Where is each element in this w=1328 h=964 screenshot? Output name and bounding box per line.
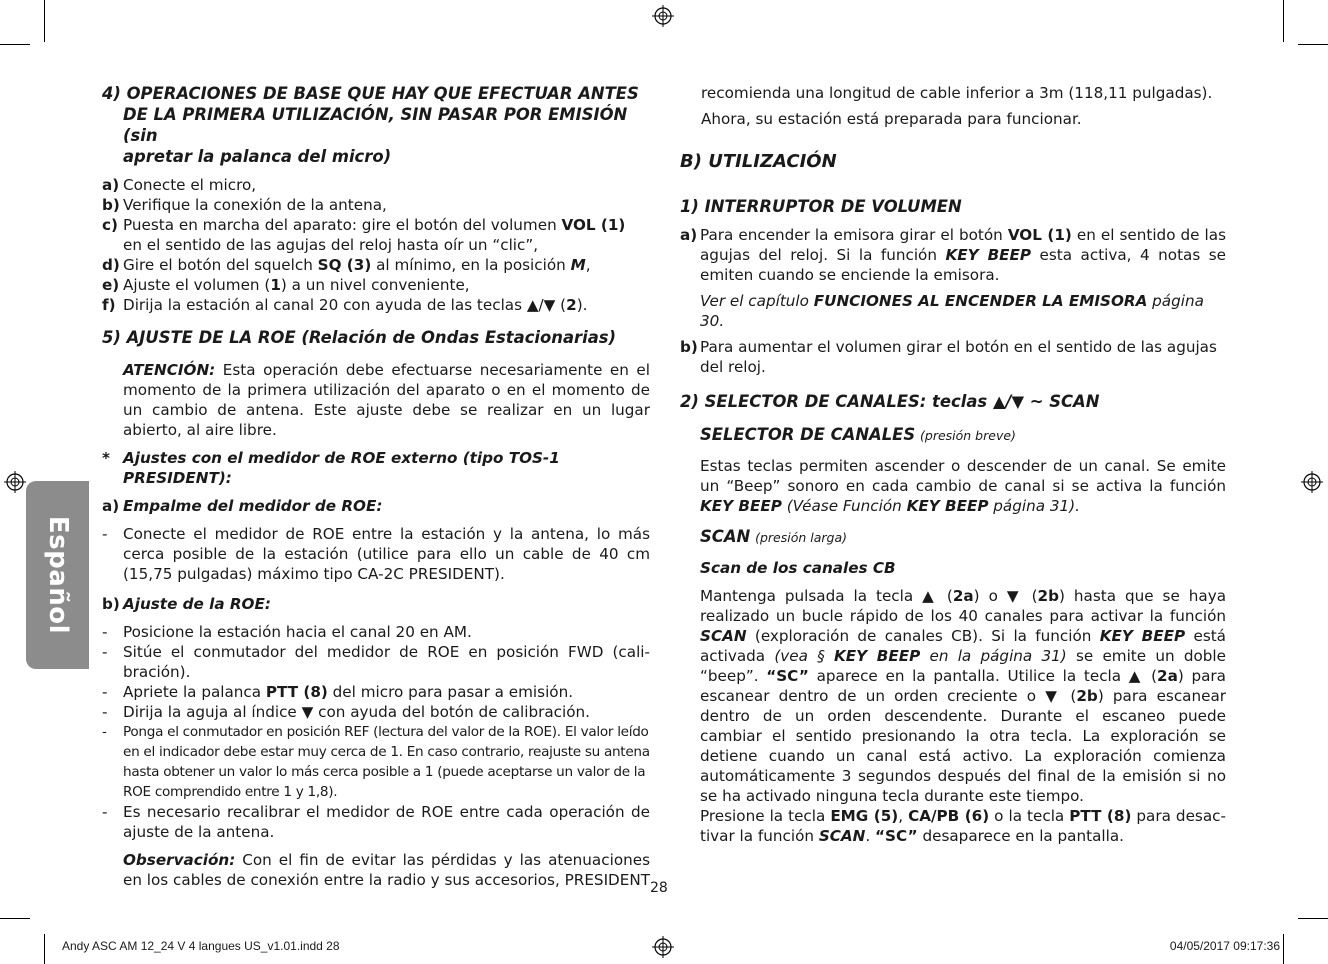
list-item: - Conecte el medidor de ROE entre la estación y la antena, lo más cerca posible de la estación (utilice para ello un cable de 40 cm (15,75 pulgadas) máximo tipo CA-2C PRESIDENT). — [102, 525, 650, 583]
list-item: b) Para aumentar el volumen girar el botón en el sentido de las agujas del reloj. — [680, 338, 1217, 376]
paragraph: Mantenga pulsada la tecla ▲ (2a) o ▼ (2b) hasta que se haya realizado un bucle rápido de los 40 canales para activar la función SCAN (exploración de canales CB). Si la función KEY BEEP está activada (vea § KEY BEEP en la página 31) se emite un doble “beep”. “SC” aparece en la pantalla. Utilice la tecla ▲ (2a) para escanear dentro de un orden creciente o ▼ (2b) para escanear dentro de un orden descendente. Durante el escaneo puede cambiar el sentido presionando la otra tecla. La exploración se detiene cuando un canal está activo. La exploración comienza automáticamente 3 segundos después del final de la emisión si no se ha activado ninguna tecla durante este tiempo. — [700, 587, 1227, 805]
observation-paragraph: Observación: Con el fin de evitar las pérdidas y las atenuaciones en los cables de conexión entre la radio y sus accesorios, PRESIDENT — [123, 851, 650, 889]
page-number: 28 — [650, 880, 668, 896]
list-item: a) Para encender la emisora girar el botón VOL (1) en el sentido de las agujas del reloj. Si la función KEY BEEP esta activa, 4 notas se emiten cuando se enciende la emisora. — [680, 226, 1227, 284]
right-column — [680, 83, 1226, 846]
paragraph: recomienda una longitud de cable inferior a 3m (118,11 pulgadas). — [701, 84, 1213, 102]
crop-mark — [0, 918, 30, 919]
section-5-title: 5) AJUSTE DE LA ROE (Relación de Ondas Estacionarias) — [102, 328, 617, 347]
star-heading: * Ajustes con el medidor de ROE externo (tipo TOS-1 PRESIDENT): — [102, 449, 560, 487]
crop-mark — [0, 44, 30, 45]
crop-mark — [1298, 918, 1328, 919]
crop-mark — [1283, 934, 1284, 964]
registration-mark-icon — [652, 5, 674, 27]
list-item: d) Gire el botón del squelch SQ (3) al mínimo, en la posición M, — [102, 256, 591, 274]
reference-note: Ver el capítulo FUNCIONES AL ENCENDER LA EMISORA página 30. — [700, 292, 1204, 330]
paragraph: Ahora, su estación está preparada para funcionar. — [701, 110, 1082, 128]
attention-paragraph: ATENCIÓN: Esta operación debe efectuarse necesariamente en el momento de la primera utilización del aparato o en el momento de un cambio de antena. Este ajuste debe se realizar en un lugar abierto, al aire libre. — [123, 361, 650, 439]
scan-cb-title: Scan de los canales CB — [700, 559, 896, 577]
left-column — [102, 83, 650, 890]
registration-mark-icon — [4, 471, 26, 493]
crop-mark — [44, 0, 45, 42]
section-4-title: 4) OPERACIONES DE BASE QUE HAY QUE EFECTUAR ANTES DE LA PRIMERA UTILIZACIÓN, SIN PASAR POR EMISIÓN (sin apretar la palanca del micro) — [102, 84, 639, 166]
language-tab — [26, 481, 89, 669]
list-item: f) Dirija la estación al canal 20 con ayuda de las teclas ▲/▼ (2). — [102, 296, 588, 314]
list-item: c) Puesta en marcha del aparato: gire el botón del volumen VOL (1) en el sentido de las agujas del reloj hasta oír un “clic”, — [102, 216, 626, 254]
list-item: - Dirija la aguja al índice ▼ con ayuda del botón de calibración. — [102, 703, 590, 721]
section-1-title: 1) INTERRUPTOR DE VOLUMEN — [680, 197, 962, 216]
list-item: b) Verifique la conexión de la antena, — [102, 196, 387, 214]
section-2-title: 2) SELECTOR DE CANALES: teclas ▲/▼ ~ SCAN — [680, 392, 1100, 411]
crop-mark — [1283, 0, 1284, 42]
footer-file-name: Andy ASC AM 12_24 V 4 langues US_v1.01.indd 28 — [62, 939, 340, 953]
paragraph: Estas teclas permiten ascender o descender de un canal. Se emite un “Beep” sonoro en cada cambio de canal si se activa la función KEY BEEP (Véase Función KEY BEEP página 31). — [700, 457, 1226, 515]
registration-mark-icon — [1301, 471, 1323, 493]
crop-mark — [1298, 44, 1328, 45]
list-item: - Sitúe el conmutador del medidor de ROE en posición FWD (cali-bración). — [102, 643, 650, 681]
subsection-b: b) Ajuste de la ROE: — [102, 595, 271, 613]
list-item: - Apriete la palanca PTT (8) del micro para pasar a emisión. — [102, 683, 574, 701]
subsection-a: a) Empalme del medidor de ROE: — [102, 497, 383, 515]
scan-title: SCAN (presión larga) — [700, 527, 847, 546]
list-item: a) Conecte el micro, — [102, 176, 257, 194]
list-item: - Es necesario recalibrar el medidor de ROE entre cada operación de ajuste de la antena. — [102, 803, 650, 841]
list-item: - Ponga el conmutador en posición REF (lectura del valor de la ROE). El valor leído en el indicador debe estar muy cerca de 1. En caso contrario, reajuste su antena hasta obtener un valor lo más cerca posible a 1 (puede aceptarse un valor de la ROE comprendido entre 1 y 1,8). — [102, 724, 650, 800]
footer-timestamp: 04/05/2017 09:17:36 — [1169, 939, 1280, 953]
language-tab-label: Español — [42, 515, 73, 635]
registration-mark-icon — [652, 936, 674, 958]
list-item: - Posicione la estación hacia el canal 20 en AM. — [102, 623, 472, 641]
paragraph: Presione la tecla EMG (5), CA/PB (6) o la tecla PTT (8) para desac-tivar la función SCAN. “SC” desaparece en la pantalla. — [700, 807, 1226, 845]
crop-mark — [44, 934, 45, 964]
list-item: e) Ajuste el volumen (1) a un nivel conveniente, — [102, 276, 470, 294]
channel-selector-title: SELECTOR DE CANALES (presión breve) — [700, 425, 1016, 444]
section-b-title: B) UTILIZACIÓN — [680, 151, 837, 172]
